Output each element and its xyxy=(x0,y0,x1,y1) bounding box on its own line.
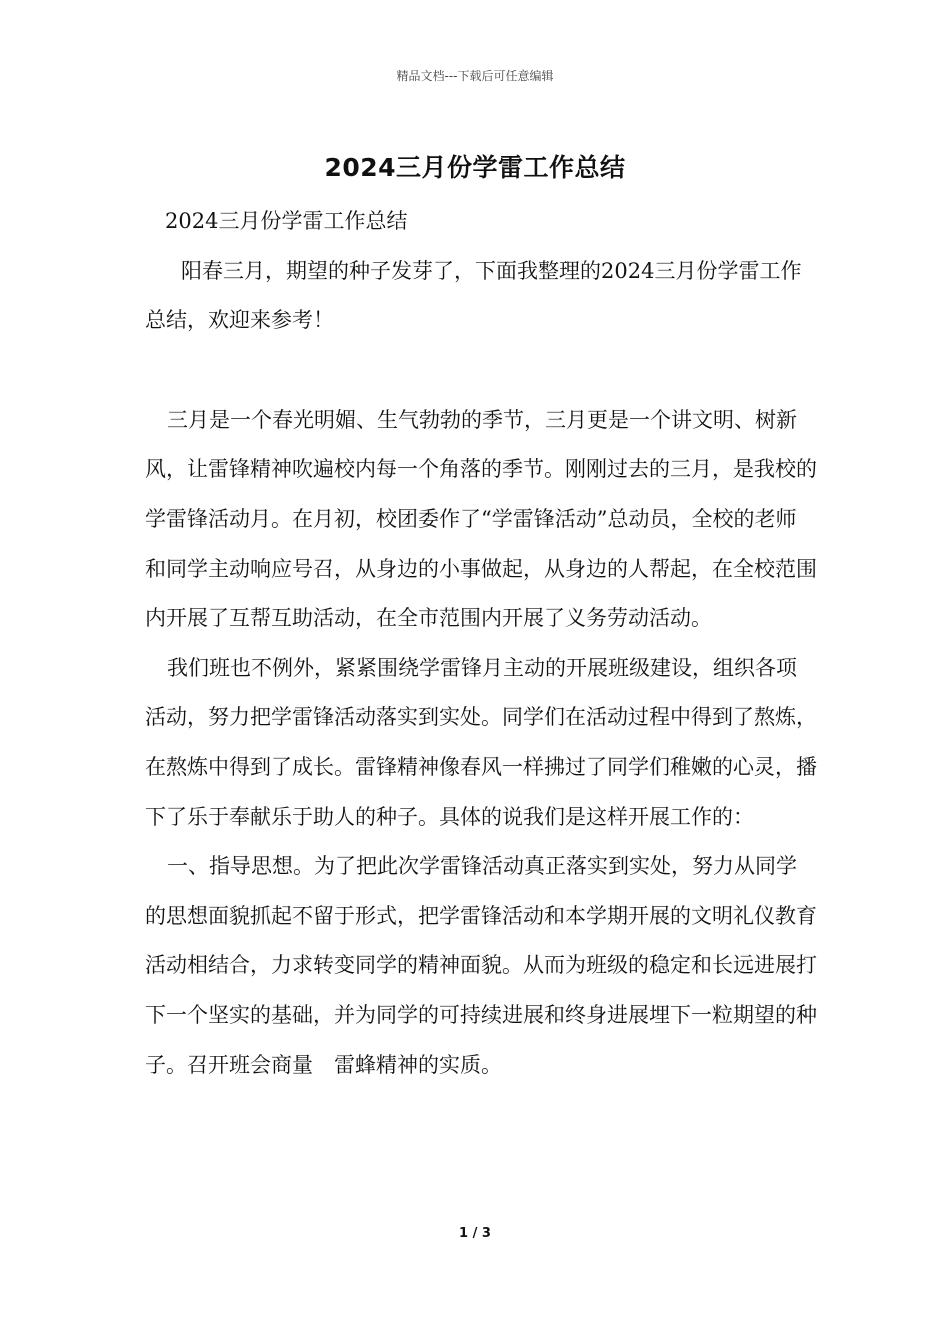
body-paragraph-2: 我们班也不例外，紧紧围绕学雷锋月主动的开展班级建设，组织各项活动，努力把学雷锋活动落实到实处。同学们在活动过程中得到了熬炼，在熬炼中得到了成长。雷锋精神像春风一样拂过了同学们稚嫩的心灵，播下了乐于奉献乐于助人的种子。具体的说我们是这样开展工作的： xyxy=(145,655,817,829)
intro-paragraph: 阳春三月，期望的种子发芽了，下面我整理的2024三月份学雷工作总结，欢迎来参考！ xyxy=(145,258,802,333)
page-number: 1 / 3 xyxy=(459,1226,491,1241)
body-paragraph-1: 三月是一个春光明媚、生气勃勃的季节，三月更是一个讲文明、树新风，让雷锋精神吹遍校内每一个角落的季节。刚刚过去的三月，是我校的学雷锋活动月。在月初，校团委作了“学雷锋活动”总动员，全校的老师和同学主动响应号召，从身边的小事做起，从身边的人帮起，在全校范围内开展了互帮互助活动，在全市范围内开展了义务劳动活动。 xyxy=(145,407,817,631)
document-title: 2024三月份学雷工作总结 xyxy=(324,153,626,182)
body-paragraph-3: 一、指导思想。为了把此次学雷锋活动真正落实到实处，努力从同学的思想面貌抓起不留于形式，把学雷锋活动和本学期开展的文明礼仪教育活动相结合，力求转变同学的精神面貌。从而为班级的稳定和长远进展打下一个坚实的基础，并为同学的可持续进展和终身进展埋下一粒期望的种子。召开班会商量 雷蜂精神的实质。 xyxy=(145,854,817,1077)
document-body xyxy=(145,197,817,1090)
page-header: 精品文档---下载后可任意编辑 xyxy=(396,69,554,83)
document-subtitle: 2024三月份学雷工作总结 xyxy=(165,209,408,233)
paragraph-spacer xyxy=(145,346,817,396)
